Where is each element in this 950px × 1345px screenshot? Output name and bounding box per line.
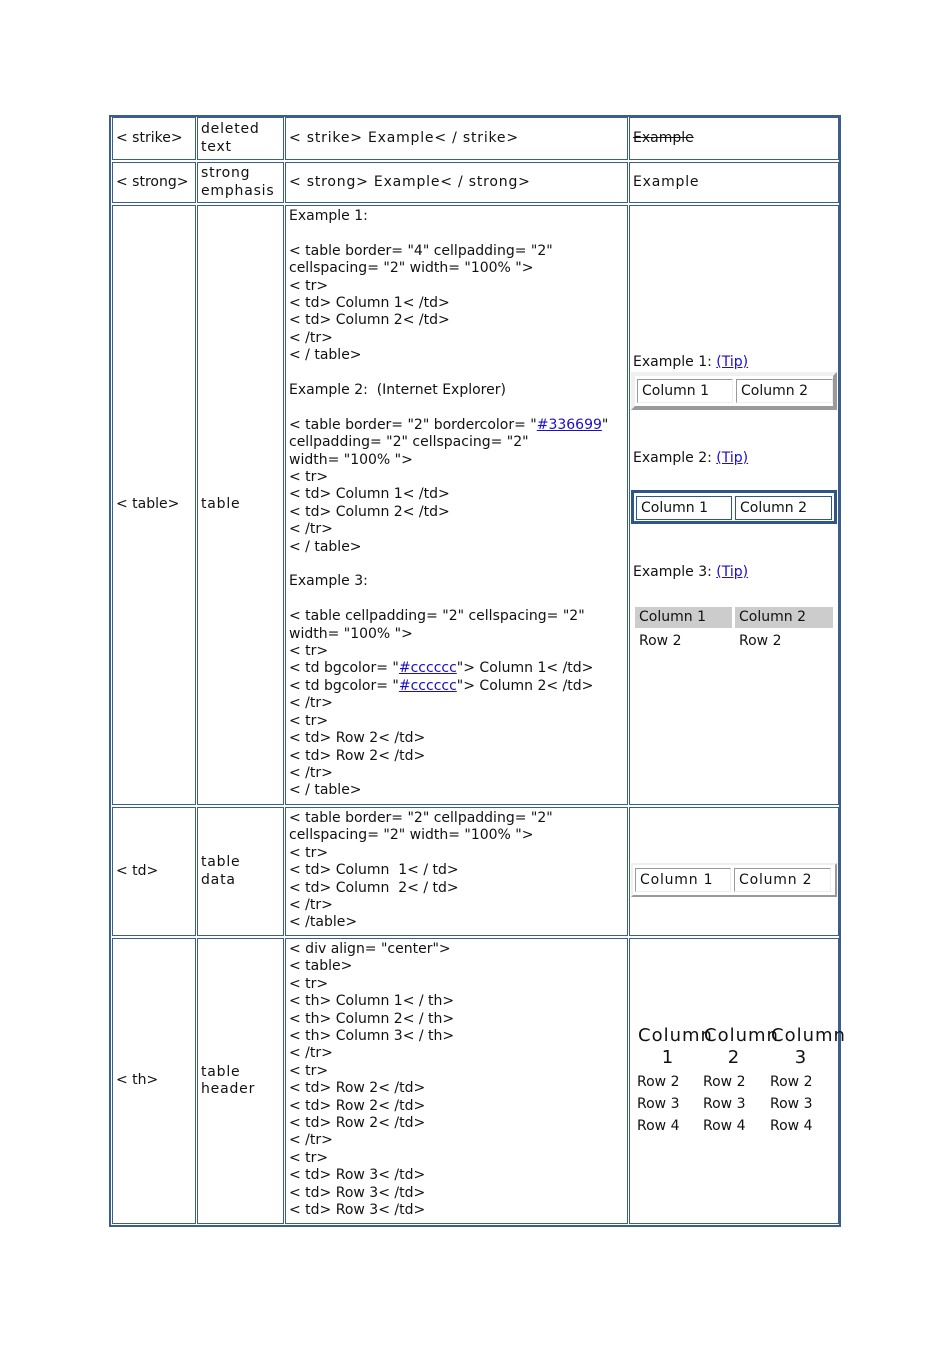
code-line: < table> <box>289 958 353 975</box>
code-line: < table border= "4" cellpadding= "2" <box>289 242 553 259</box>
desc-cell-td <box>197 807 284 936</box>
code-line: width= "100% "> <box>289 625 413 642</box>
code-line: < /table> <box>289 914 358 931</box>
code-line: < /tr> <box>289 521 333 538</box>
code-line: < tr> <box>289 844 329 861</box>
tag-cell-strong <box>112 162 196 203</box>
example-3-shaded-cell: Column 2 <box>735 607 833 628</box>
code-line: < td> Column 1< / td> <box>289 862 459 879</box>
code-cell-table <box>285 205 628 805</box>
code-line: < tr> <box>289 712 329 729</box>
code-cell-strong <box>285 162 628 203</box>
code-line: < /tr> <box>289 329 333 346</box>
tag-name: < th> <box>116 1072 159 1089</box>
code-line: < td> Row 3< /td> <box>289 1202 426 1219</box>
code-sample: < strike> Example< / strike> <box>289 129 519 146</box>
code-gap <box>289 365 624 382</box>
code-line: cellspacing= "2" width= "100% "> <box>289 260 534 277</box>
code-gap <box>289 591 624 608</box>
code-line: < td> Row 2< /td> <box>289 1115 426 1132</box>
code-line: < /tr> <box>289 897 333 914</box>
code-line: < th> Column 2< / th> <box>289 1010 455 1027</box>
tag-name: < strong> <box>116 173 189 190</box>
example-3-cell: Row 2 <box>739 633 782 649</box>
th-example-cell: Row 2 <box>703 1074 746 1090</box>
th-header: Column 1 <box>638 1025 713 1068</box>
tag-name: < td> <box>116 862 159 879</box>
code-cell-strike <box>285 117 628 160</box>
tag-description: table header <box>201 1063 256 1097</box>
code-line: < /tr> <box>289 695 333 712</box>
tip-link[interactable]: (Tip) <box>716 450 749 466</box>
th-example-cell: Row 2 <box>637 1074 680 1090</box>
desc-cell-strike <box>197 117 284 160</box>
example-label: Example 1: <box>633 354 712 370</box>
code-line: < tr> <box>289 975 329 992</box>
code-line: < /tr> <box>289 1045 333 1062</box>
example-label: Example 2: <box>633 450 712 466</box>
code-gap <box>289 556 624 573</box>
td-example-table <box>631 863 837 897</box>
code-line: < div align= "center"> <box>289 941 451 957</box>
code-cell-th <box>285 938 628 1224</box>
th-header: Column 2 <box>704 1025 779 1068</box>
strong-example: Example <box>633 173 700 190</box>
code-line: < td> Column 2< / td> <box>289 879 459 896</box>
result-cell-strike <box>629 117 839 160</box>
code-line: < td> Column 1< /td> <box>289 295 450 312</box>
example-cell: Column 1 <box>635 868 731 892</box>
code-line <box>289 660 624 677</box>
code-line: < tr> <box>289 1062 329 1079</box>
desc-cell-strong <box>197 162 284 203</box>
result-cell-strong <box>629 162 839 203</box>
code-line: < / table> <box>289 538 362 555</box>
code-line: < th> Column 3< / th> <box>289 1028 455 1045</box>
th-example-cell: Row 3 <box>703 1096 746 1112</box>
code-line: < td> Row 3< /td> <box>289 1184 426 1201</box>
tip-link[interactable]: (Tip) <box>716 354 749 370</box>
code-line: < td> Column 2< /td> <box>289 503 450 520</box>
code-label: Example 2: (Internet Explorer) <box>289 382 506 399</box>
code-fragment: " <box>601 416 609 433</box>
example-3-cell: Row 2 <box>639 633 682 649</box>
example-cell: Column 2 <box>735 496 832 520</box>
color-link[interactable]: #cccccc <box>398 660 457 677</box>
tag-description: deleted text <box>201 121 260 155</box>
desc-cell-th <box>197 938 284 1224</box>
example-1-table <box>631 372 837 410</box>
th-header: Column 3 <box>771 1025 846 1068</box>
code-line <box>289 417 624 434</box>
tag-description: table data <box>201 854 241 888</box>
desc-cell-table <box>197 205 284 805</box>
th-example-cell: Row 4 <box>770 1118 813 1134</box>
code-fragment: "> Column 2< /td> <box>456 677 594 694</box>
example-label: Example 3: <box>633 564 712 580</box>
example-cell: Column 1 <box>636 496 732 520</box>
th-example-cell: Row 4 <box>637 1118 680 1134</box>
tag-cell-table <box>112 205 196 805</box>
code-line: < td> Row 2< /td> <box>289 747 426 764</box>
example-2-heading <box>633 450 748 466</box>
example-cell: Column 2 <box>736 379 833 403</box>
tag-cell-td <box>112 807 196 936</box>
code-line: width= "100% "> <box>289 451 413 468</box>
code-line: < table border= "2" cellpadding= "2" <box>289 810 553 826</box>
code-fragment: "> Column 1< /td> <box>456 660 594 677</box>
code-line: < th> Column 1< / th> <box>289 993 455 1010</box>
th-example-cell: Row 4 <box>703 1118 746 1134</box>
code-line: < / table> <box>289 782 362 799</box>
code-line: < tr> <box>289 643 329 660</box>
code-line: < tr> <box>289 469 329 486</box>
example-3-heading <box>633 564 748 580</box>
code-line: < table cellpadding= "2" cellspacing= "2" <box>289 608 585 625</box>
code-sample: < strong> Example< / strong> <box>289 173 531 190</box>
example-cell: Column 2 <box>734 868 831 892</box>
tag-name: < table> <box>116 496 180 513</box>
example-cell: Column 1 <box>637 379 733 403</box>
code-label: Example 1: <box>289 208 368 224</box>
code-line <box>289 678 624 695</box>
code-fragment: < table border= "2" bordercolor= " <box>289 416 537 433</box>
code-line: cellspacing= "2" width= "100% "> <box>289 827 534 844</box>
tag-name: < strike> <box>116 129 183 146</box>
tag-cell-th <box>112 938 196 1224</box>
code-line: < /tr> <box>289 764 333 781</box>
tag-cell-strike <box>112 117 196 160</box>
code-cell-td <box>285 807 628 936</box>
code-gap <box>289 399 624 416</box>
code-line: cellpadding= "2" cellspacing= "2" <box>289 434 529 451</box>
code-gap <box>289 225 624 242</box>
color-link[interactable]: #336699 <box>536 416 602 433</box>
example-3-shaded-cell: Column 1 <box>635 607 732 628</box>
th-example-cell: Row 2 <box>770 1074 813 1090</box>
code-line: < td> Row 2< /td> <box>289 730 426 747</box>
code-line: < td> Column 1< /td> <box>289 486 450 503</box>
color-link[interactable]: #cccccc <box>398 677 457 694</box>
code-line: < td> Row 2< /td> <box>289 1097 426 1114</box>
tag-description: table <box>201 496 241 513</box>
strike-example: Example <box>633 129 694 146</box>
code-fragment: < td bgcolor= " <box>289 677 399 694</box>
th-example-cell: Row 3 <box>637 1096 680 1112</box>
code-line: < / table> <box>289 347 362 364</box>
example-2-table <box>631 490 837 524</box>
code-fragment: < td bgcolor= " <box>289 660 399 677</box>
code-line: < tr> <box>289 277 329 294</box>
tip-link[interactable]: (Tip) <box>716 564 749 580</box>
tag-description: strong emphasis <box>201 165 275 199</box>
code-line: < /tr> <box>289 1132 333 1149</box>
code-line: < td> Row 2< /td> <box>289 1080 426 1097</box>
example-1-heading <box>633 354 748 370</box>
th-example-cell: Row 3 <box>770 1096 813 1112</box>
code-line: < tr> <box>289 1149 329 1166</box>
code-line: < td> Column 2< /td> <box>289 312 450 329</box>
code-line: < td> Row 3< /td> <box>289 1167 426 1184</box>
code-label: Example 3: <box>289 573 368 590</box>
